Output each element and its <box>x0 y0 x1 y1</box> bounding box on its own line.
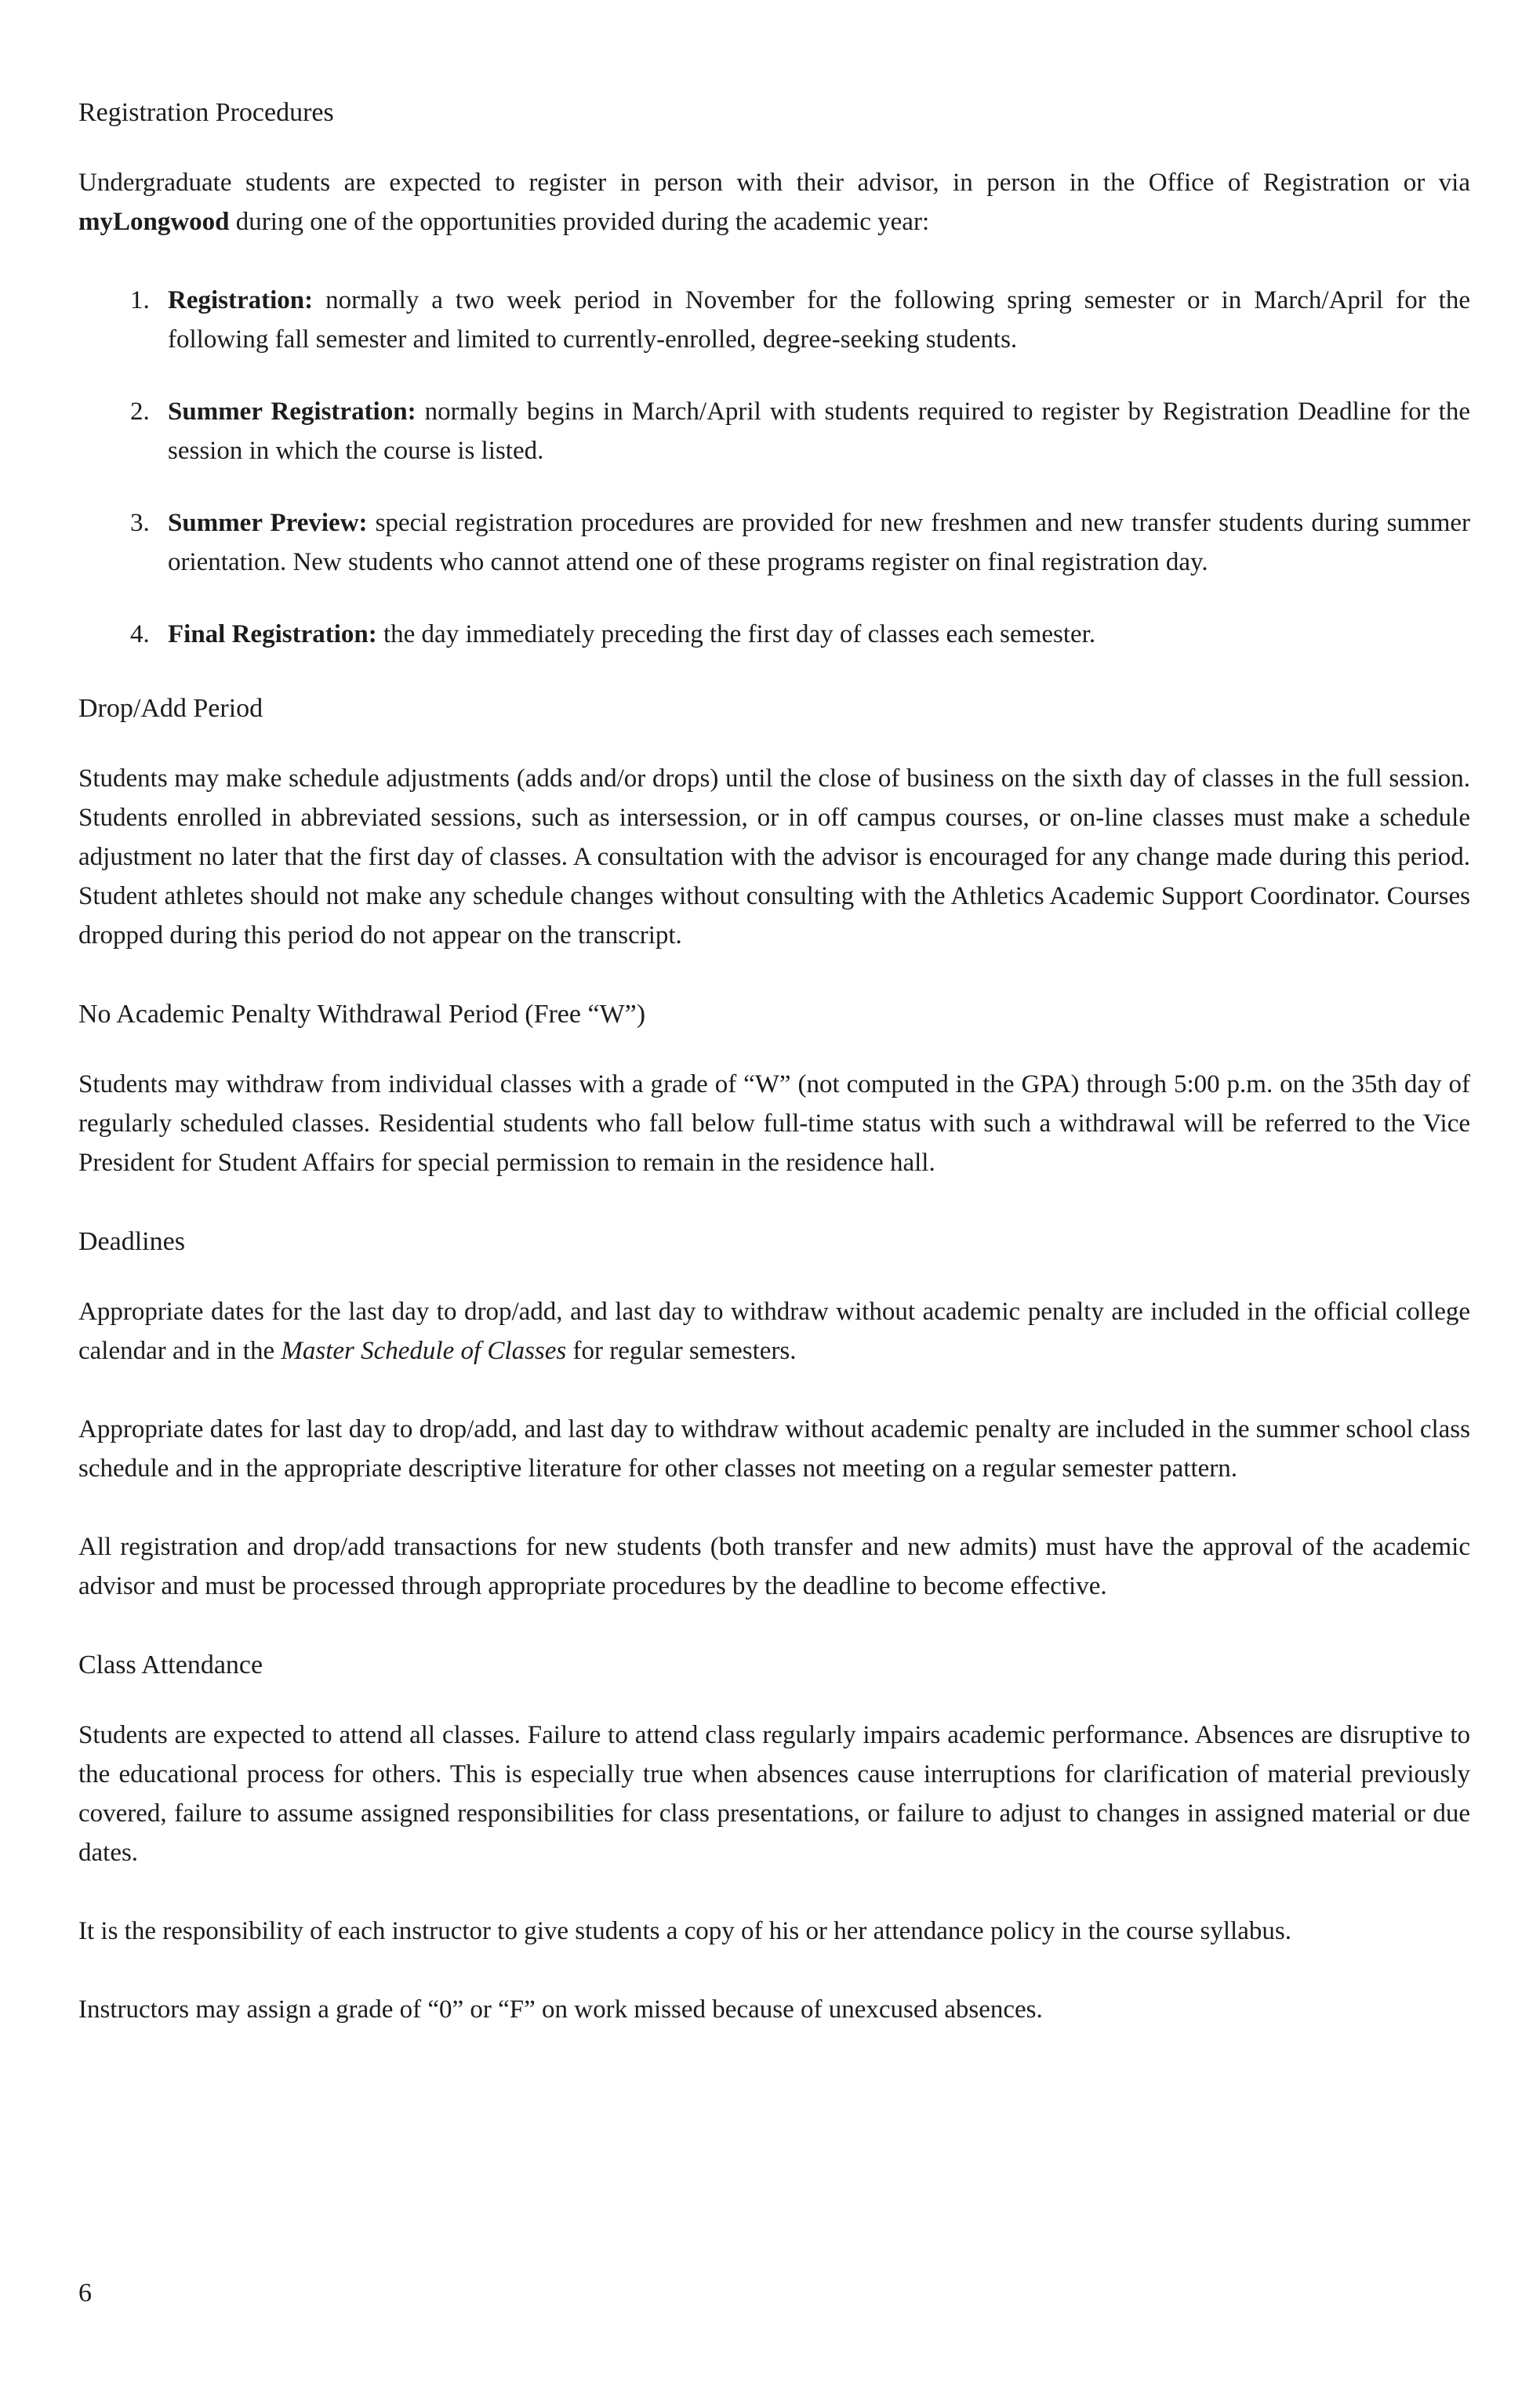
list-item-term: Registration: <box>168 286 314 314</box>
list-item-number: 1. <box>130 286 150 314</box>
list-item <box>78 281 1470 359</box>
registration-intro-text-2: during one of the opportunities provided during the academic year: <box>229 208 930 236</box>
list-item-term: Final Registration: <box>168 620 377 648</box>
attendance-para-2: It is the responsibility of each instructor to give students a copy of his or her attendance policy in the course syllabus. <box>78 1917 1291 1945</box>
withdrawal-heading: No Academic Penalty Withdrawal Period (Free “W”) <box>78 1000 646 1029</box>
document-page <box>78 93 1470 2068</box>
list-item-term: Summer Registration: <box>168 398 416 426</box>
list-item <box>78 615 1470 654</box>
deadlines-para-1-text-2: for regular semesters. <box>566 1337 797 1365</box>
mylongwood-brand: myLongwood <box>78 208 230 236</box>
drop-add-heading: Drop/Add Period <box>78 694 263 723</box>
deadlines-heading: Deadlines <box>78 1227 185 1256</box>
registration-heading: Registration Procedures <box>78 98 334 127</box>
page-number: 6 <box>78 2279 92 2308</box>
list-item-text: normally a two week period in November for the following spring semester or in March/April for the following fall semester and limited to currently-enrolled, degree-seeking students. <box>168 286 1470 354</box>
attendance-heading: Class Attendance <box>78 1650 263 1679</box>
registration-intro <box>78 163 1470 241</box>
list-item-term: Summer Preview: <box>168 509 368 537</box>
drop-add-body: Students may make schedule adjustments (adds and/or drops) until the close of business on the sixth day of classes in the full session. Students enrolled in abbreviated sessions, such as intersession, or in off campus courses, or on-line classes must make a schedule adjustment no later that the first day of classes. A consultation with the advisor is encouraged for any change made during this period. Student athletes should not make any schedule changes without consulting with the Athletics Academic Support Coordinator. Courses dropped during this period do not appear on the transcript. <box>78 764 1470 950</box>
master-schedule-title: Master Schedule of Classes <box>281 1337 567 1365</box>
list-item-text: normally begins in March/April with students required to register by Registration Deadline for the session in which the course is listed. <box>168 398 1470 465</box>
list-item <box>78 503 1470 582</box>
list-item-number: 4. <box>130 620 150 648</box>
deadlines-para-3: All registration and drop/add transactions for new students (both transfer and new admits) must have the approval of the academic advisor and must be processed through appropriate procedures by the deadline to become effective. <box>78 1533 1470 1600</box>
list-item-number: 3. <box>130 509 150 537</box>
list-item-text: the day immediately preceding the first day of classes each semester. <box>376 620 1096 648</box>
deadlines-para-2: Appropriate dates for last day to drop/add, and last day to withdraw without academic penalty are included in the summer school class schedule and in the appropriate descriptive literature for other classes not meeting on a regular semester pattern. <box>78 1415 1470 1483</box>
registration-periods-list <box>78 281 1470 654</box>
registration-intro-text-1: Undergraduate students are expected to register in person with their advisor, in person in the Office of Registration or via <box>78 169 1470 197</box>
deadlines-para-1-text-1: Appropriate dates for the last day to drop/add, and last day to withdraw without academic penalty are included in the official college calendar and in the <box>78 1298 1470 1365</box>
attendance-para-3: Instructors may assign a grade of “0” or “F” on work missed because of unexcused absences. <box>78 1995 1043 2024</box>
withdrawal-body: Students may withdraw from individual classes with a grade of “W” (not computed in the GPA) through 5:00 p.m. on the 35th day of regularly scheduled classes. Residential students who fall below full-time status with such a withdrawal will be referred to the Vice President for Student Affairs for special permission to remain in the residence hall. <box>78 1070 1470 1177</box>
deadlines-para-1 <box>78 1292 1470 1371</box>
list-item-text: special registration procedures are provided for new freshmen and new transfer students during summer orientation. New students who cannot attend one of these programs register on final registration day. <box>168 509 1470 576</box>
attendance-para-1: Students are expected to attend all classes. Failure to attend class regularly impairs academic performance. Absences are disruptive to the educational process for others. This is especially true when absences cause interruptions for clarification of material previously covered, failure to assume assigned responsibilities for class presentations, or failure to adjust to changes in assigned material or due dates. <box>78 1721 1470 1867</box>
list-item <box>78 392 1470 470</box>
list-item-number: 2. <box>130 398 150 426</box>
